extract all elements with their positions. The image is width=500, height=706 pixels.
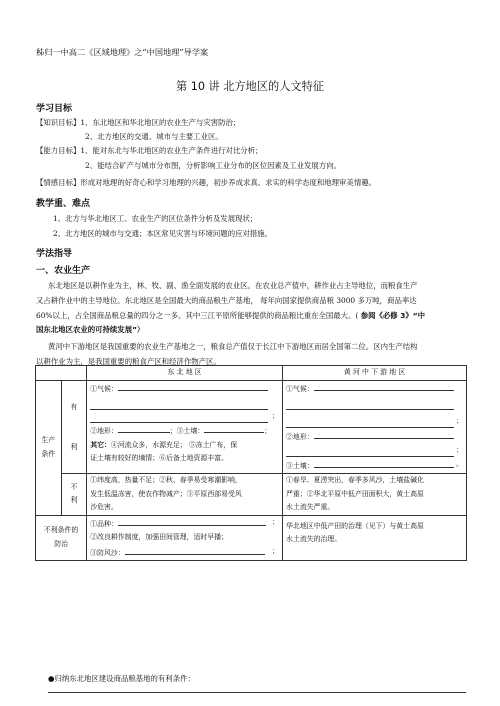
yr-disadvantages-cell: ①春旱、夏涝突出，春季多风沙，土壤盐碱化 严重；②华北平原中低产田面积大，黄土高原 水土流失严重。 [283,474,467,516]
answer-line[interactable] [48,692,466,693]
prevention-label: 不利条件的 防治 [36,515,87,561]
lesson-title: 第 10 讲 北方地区的人文特征 [176,80,324,93]
para2-line1: 黄河中下游地区是我国重要的农业生产基地之一，粮食总产值仅于长江中下游地区而居全国第二位。区内生产结构 [48,342,418,351]
knowledge-goal-1: 【知识目标】1、东北地区和华北地区的农业生产与灾害防治； [36,118,241,127]
ne-advantages-cell: ①气候： ； ②地形： ；③土壤： ； 其它：④河流众多，水源充足； ⑤冻土广布，保 证土壤有较好的墒情；⑥后备土地资源丰富。 [87,381,283,474]
ne-climate-blank[interactable] [118,381,268,391]
table-header-row [36,366,467,381]
ne-climate-label: ①气候： [90,385,118,393]
page-header: 秭归一中高二《区域地理》之“中国地理”导学案 [36,47,209,57]
table-row-advantages [36,381,467,474]
yr-climate-blank[interactable] [314,381,454,391]
key-item-1: 1、北方与华北地区工、农业生产的区位条件分析及发展现状； [53,214,258,223]
ne-sandstorm-blank[interactable] [125,545,265,555]
ne-soil-blank[interactable] [204,423,264,433]
comparison-table [35,365,467,561]
yr-advantages-cell: ①气候： ； ②地形： ； ③土壤： 。 [283,381,467,474]
ability-goal-1: 【能力目标】1、能对东北与华北地区的农业生产条件进行对比分析； [36,146,263,155]
ne-climate-blank-2[interactable] [90,400,268,410]
emotion-goal: 【情感目标】形成对地理的好奇心和学习地理的兴趣，初步养成求真、求实的科学态度和地理审美情趣。 [36,178,376,187]
yr-climate-label: ①气候： [286,385,314,393]
ne-terrain-label: ②地形： [90,427,118,435]
para2-line2: 以耕作业为主，是我国重要的粮食产区和经济作物产区。 [36,357,221,366]
section-agriculture: 一、农业生产 [36,266,91,276]
para1-line4: 国东北地区农业的可持续发展”） [36,325,145,334]
yr-terrain-blank-2[interactable] [286,447,454,457]
yr-soil-blank[interactable] [314,458,454,468]
goals-heading: 学习目标 [36,104,73,114]
summary-prompt: ●归纳东北地区建设商品粮基地的有利条件： [48,674,195,683]
ne-disadvantages-cell: ①纬度高，热量不足；②秋、春季易受寒潮影响， 发生低温冻害，使农作物减产；③平原西部易受风 沙危害。 [87,474,283,516]
yr-prevention-cell: 华北地区中低产田的治理（见下）与黄土高原 水土流失的治理。 [283,515,467,561]
ability-goal-2: 2、能结合矿产与城市分布图，分析影响工业分布的区位因素及工业发展方向。 [85,161,341,170]
table-row-prevention [36,515,467,561]
table-row-disadvantages [36,474,467,516]
ne-soil-label: ；③土壤： [169,427,205,435]
row-group-label: 生产条件 [36,381,62,516]
yr-terrain-label: ②地形： [286,432,314,441]
yr-climate-blank-3[interactable] [286,418,454,428]
yr-terrain-blank[interactable] [314,429,454,439]
ne-variety-blank[interactable] [118,516,266,526]
ne-terrain-blank[interactable] [118,423,170,433]
advantage-label: 有 利 [61,381,87,474]
guide-heading: 学法指导 [36,249,73,259]
col-northeast: 东 北 地 区 [87,366,283,381]
yr-soil-label: ③土壤： [286,461,314,470]
para1-line2: 又占耕作业中的主导地位。东北地区是全国最大的商品粮生产基地， 每年向国家提供商品粮 3000 多万吨，商品率达 [36,296,417,305]
ne-prevention-cell: ①品种： ； ②改良耕作制度，加强田间管理，适时早播； ③防风沙： ； [87,515,283,561]
para1-line1: 东北地区是以耕作业为主，林、牧、副、渔全面发展的农业区。在农业总产值中，耕作业占主导地位，而粮食生产 [48,281,418,290]
col-yellow-river: 黄 河 中 下 游 地 区 [283,366,467,381]
disadvantage-label: 不 利 [61,474,87,516]
para1-line3: 60%以上，占全国商品粮总量的四分之一多。其中三江平原所能够提供的商品粮比重在全国最大。( 参阅《必修 3》“中 [36,311,425,320]
yr-climate-blank-2[interactable] [286,400,454,410]
key-heading: 教学重、难点 [36,199,91,209]
knowledge-goal-2: 2、北方地区的交通、城市与主要工业区。 [85,132,223,141]
ne-climate-blank-3[interactable] [90,413,268,423]
ne-other-label: 其它： [90,440,111,449]
key-item-2: 2、北方地区的城市与交通；本区常见灾害与环境问题的应对措施。 [53,229,273,238]
